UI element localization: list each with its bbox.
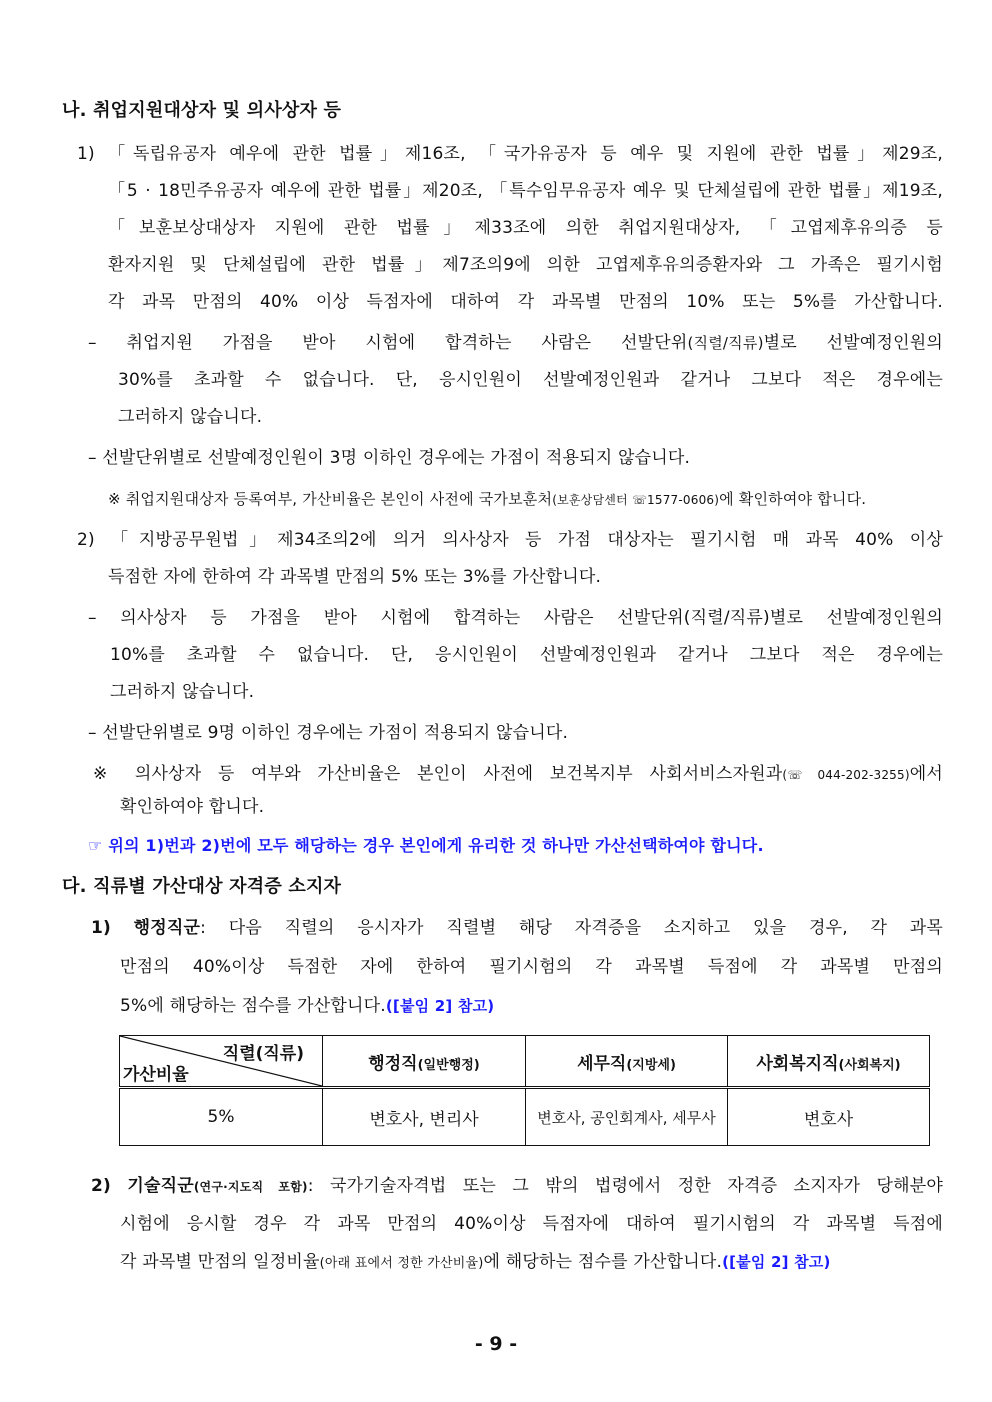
table-row xyxy=(120,1088,930,1146)
tech-line2: 시험에 응시할 경우 각 과목 만점의 40%이상 득점자에 대하여 필기시험의 각 과목별 득점에 xyxy=(120,1214,943,1234)
section-na-title: 나. 취업지원대상자 및 의사상자 등 xyxy=(62,100,342,121)
item1-line4: 환자지원 및 단체설립에 관한 법률」제7조의9에 의한 고엽제후유의증환자와 그 가족은 필기시험 xyxy=(108,255,943,275)
admin-line1: 1) 행정직군: 다음 직렬의 응시자가 직렬별 해당 자격증을 소지하고 있을 경우, 각 과목 xyxy=(91,918,943,938)
tech-line1: 2) 기술직군(연구·지도직 포함): 국가기술자격법 또는 그 밖의 법령에서 정한 자격증 소지자가 당해분야 xyxy=(91,1176,943,1196)
table-corner-header xyxy=(120,1036,323,1088)
item1-line3: 「보훈보상대상자 지원에 관한 법률」제33조에 의한 취업지원대상자, 「고엽제후유의증 등 xyxy=(108,218,943,238)
table-header-welfare: 사회복지직(사회복지) xyxy=(728,1036,930,1088)
item2-dash1-line2: 10%를 초과할 수 없습니다. 단, 응시인원이 선발예정인원과 같거나 그보다 적은 경우에는 xyxy=(110,645,943,665)
table-cell-welfare: 변호사 xyxy=(728,1088,930,1146)
item2-dash1-line3: 그러하지 않습니다. xyxy=(110,682,255,702)
item1-dash2: – 선발단위별로 선발예정인원이 3명 이하인 경우에는 가점이 적용되지 않습니다. xyxy=(88,448,691,468)
item1-dash1-line2: 30%를 초과할 수 없습니다. 단, 응시인원이 선발예정인원과 같거나 그보다 적은 경우에는 xyxy=(118,370,943,390)
item1-line5: 각 과목 만점의 40% 이상 득점자에 대하여 각 과목별 만점의 10% 또는 5%를 가산합니다. xyxy=(108,292,943,312)
item2-dash1-line1: – 의사상자 등 가점을 받아 시험에 합격하는 사람은 선발단위(직렬/직류)별로 선발예정인원의 xyxy=(88,608,943,628)
item1-line1: 1) 「독립유공자 예우에 관한 법률」제16조, 「국가유공자 등 예우 및 지원에 관한 법률」제29조, xyxy=(77,144,943,164)
item2-line1: 2) 「지방공무원법」제34조의2에 의거 의사상자 등 가점 대상자는 필기시험 매 과목 40% 이상 xyxy=(77,530,943,550)
admin-line2: 만점의 40%이상 득점한 자에 한하여 필기시험의 각 과목별 득점에 각 과목별 만점의 xyxy=(120,957,943,977)
item2-note-line2: 확인하여야 합니다. xyxy=(120,797,265,817)
item2-note: ※ 의사상자 등 여부와 가산비율은 본인이 사전에 보건복지부 사회서비스자원과(☏ 044-202-3255)에서 xyxy=(93,764,943,784)
item2-line2: 득점한 자에 한하여 각 과목별 만점의 5% 또는 3%를 가산합니다. xyxy=(108,567,602,587)
corner-top-label: 직렬(직류) xyxy=(222,1044,304,1064)
section-da-title: 다. 직류별 가산대상 자격증 소지자 xyxy=(62,876,342,897)
item1-dash1-line1: – 취업지원 가점을 받아 시험에 합격하는 사람은 선발단위(직렬/직류)별로 선발예정인원의 xyxy=(88,333,944,353)
table-header-tax: 세무직(지방세) xyxy=(526,1036,728,1088)
page-number: - 9 - xyxy=(474,1333,518,1355)
item2-dash2: – 선발단위별로 9명 이하인 경우에는 가점이 적용되지 않습니다. xyxy=(88,723,569,743)
qualification-table xyxy=(119,1035,930,1146)
admin-line3: 5%에 해당하는 점수를 가산합니다.([붙임 2] 참고) xyxy=(120,996,495,1016)
item1-dash1-line3: 그러하지 않습니다. xyxy=(118,407,263,427)
table-cell-admin: 변호사, 변리사 xyxy=(323,1088,526,1146)
table-cell-rate: 5% xyxy=(120,1088,323,1146)
item1-line2: 「5 · 18민주유공자 예우에 관한 법률」제20조, 「특수임무유공자 예우 및 단체설립에 관한 법률」제19조, xyxy=(108,181,943,201)
pointer-note: ☞ 위의 1)번과 2)번에 모두 해당하는 경우 본인에게 유리한 것 하나만 가산선택하여야 합니다. xyxy=(88,836,764,855)
item1-note: ※ 취업지원대상자 등록여부, 가산비율은 본인이 사전에 국가보훈처(보훈상담센터 ☏1577-0606)에 확인하여야 합니다. xyxy=(108,490,867,508)
corner-bottom-label: 가산비율 xyxy=(123,1065,189,1085)
table-cell-tax: 변호사, 공인회계사, 세무사 xyxy=(526,1088,728,1146)
table-header-admin: 행정직(일반행정) xyxy=(323,1036,526,1088)
tech-line3: 각 과목별 만점의 일정비율(아래 표에서 정한 가산비율)에 해당하는 점수를 가산합니다.([붙임 2] 참고) xyxy=(120,1252,831,1272)
